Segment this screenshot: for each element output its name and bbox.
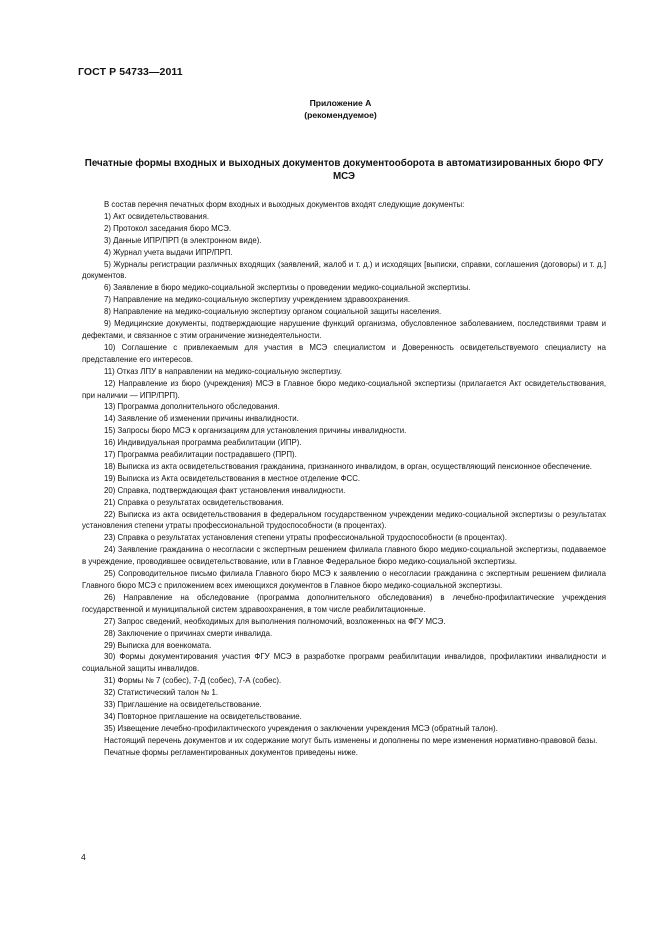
document-body [82,199,606,759]
list-item: 32) Статистический талон № 1. [104,688,219,698]
list-item: 6) Заявление в бюро медико-социальной экспертизы о проведении медико-социальной экспертизы. [104,283,471,293]
list-item: 16) Индивидуальная программа реабилитации (ИПР). [104,438,302,448]
list-item: 2) Протокол заседания бюро МСЭ. [104,223,232,233]
list-item: 14) Заявление об изменении причины инвалидности. [104,414,299,424]
list-item: 12) Направление из бюро (учреждения) МСЭ в Главное бюро медико-социальной экспертизы (прилагается Акт освидетельствования, при наличии — ИПР/ПРП). [82,378,606,400]
list-item: 9) Медицинские документы, подтверждающие нарушение функций организма, обусловленное заболеванием, последствиями травм и дефектами, и связанное с этим ограничение жизнедеятельности. [82,319,606,340]
list-item: 4) Журнал учета выдачи ИПР/ПРП. [104,247,233,257]
list-item: 28) Заключение о причинах смерти инвалида. [104,628,273,638]
paragraph: Настоящий перечень документов и их содержание могут быть изменены и дополнены по мере изменения нормативно-правовой базы. [104,735,598,745]
appendix-label: Приложение А [309,98,372,108]
document-header: ГОСТ Р 54733—2011 [78,66,183,78]
list-item: 31) Формы № 7 (собес), 7-Д (собес), 7-А (собес). [104,676,282,686]
list-item: 11) Отказ ЛПУ в направлении на медико-социальную экспертизу. [104,366,342,376]
appendix-status: (рекомендуемое) [304,110,377,120]
list-item: 15) Запросы бюро МСЭ к организациям для установления причины инвалидности. [104,426,407,436]
list-item: 22) Выписка из акта освидетельствования в федеральном государственном учреждении медико-социальной экспертизы о результатах установления степени утраты профессиональной трудоспособности (в процентах). [82,509,606,531]
list-item: 3) Данные ИПР/ПРП (в электронном виде). [104,235,262,245]
list-item: 24) Заявление гражданина о несогласии с экспертным решением филиала главного бюро медико-социальной экспертизы, подаваемое в учреждение, проводившее освидетельствование, или в Главное Федеральное бюро медико-социальной экспертизы. [82,545,606,567]
list-item: 34) Повторное приглашение на освидетельствование. [104,711,302,721]
list-item: 8) Направление на медико-социальную экспертизу органом социальной защиты населения. [104,307,442,317]
page-number: 4 [81,852,86,862]
list-item: 7) Направление на медико-социальную экспертизу учреждением здравоохранения. [104,295,411,305]
list-item: 27) Запрос сведений, необходимых для выполнения полномочий, возложенных на ФГУ МСЭ. [104,616,446,626]
list-item: 29) Выписка для военкомата. [104,640,212,650]
list-item: 21) Справка о результатах освидетельствования. [104,497,284,507]
paragraph: Печатные формы регламентированных документов приведены ниже. [104,747,358,757]
list-item: 10) Соглашение с привлекаемым для участия в МСЭ специалистом и Доверенность освидетельствуемого специалисту на представление его интересов. [82,342,606,364]
paragraph: В состав перечня печатных форм входных и выходных документов входят следующие документы: [104,200,465,209]
list-item: 13) Программа дополнительного обследования. [104,402,280,412]
list-item: 18) Выписка из акта освидетельствования гражданина, признанного инвалидом, в орган, осуществляющий пенсионное обеспечение. [104,461,592,471]
list-item: 30) Формы документирования участия ФГУ МСЭ в разработке программ реабилитации инвалидов, профилактики инвалидности и социальной защиты инвалидов. [82,652,606,674]
list-item: 25) Сопроводительное письмо филиала Главного бюро МСЭ к заявлению о несогласии гражданина с экспертным решением филиала Главного бюро МСЭ с приложением всех имеющихся документов в Главное бюро медико-социальной экспертизы. [82,569,606,590]
list-item: 19) Выписка из Акта освидетельствования в местное отделение ФСС. [104,473,361,483]
list-item: 33) Приглашение на освидетельствование. [104,700,262,710]
list-item: 1) Акт освидетельствования. [104,211,209,221]
list-item: 20) Справка, подтверждающая факт установления инвалидности. [104,485,346,495]
list-item: 17) Программа реабилитации пострадавшего (ПРП). [104,450,297,460]
list-item: 26) Направление на обследование (программа дополнительного обследования) в лечебно-профилактические учреждения государственной и муниципальной систем здравоохранения, в том числе реабилитационные. [82,592,606,614]
list-item: 5) Журналы регистрации различных входящих (заявлений, жалоб и т. д.) и исходящих [выписки, справки, соглашения (договоры) и т. д.] документов. [82,259,606,281]
list-item: 23) Справка о результатах установления степени утраты профессиональной трудоспособности (в процентах). [104,533,507,543]
appendix-heading [0,97,661,121]
list-item: 35) Извещение лечебно-профилактического учреждения о заключении учреждения МСЭ (обратный талон). [104,723,498,733]
appendix-title: Печатные формы входных и выходных документов документооборота в автоматизированных бюро ФГУ МСЭ [84,158,604,182]
